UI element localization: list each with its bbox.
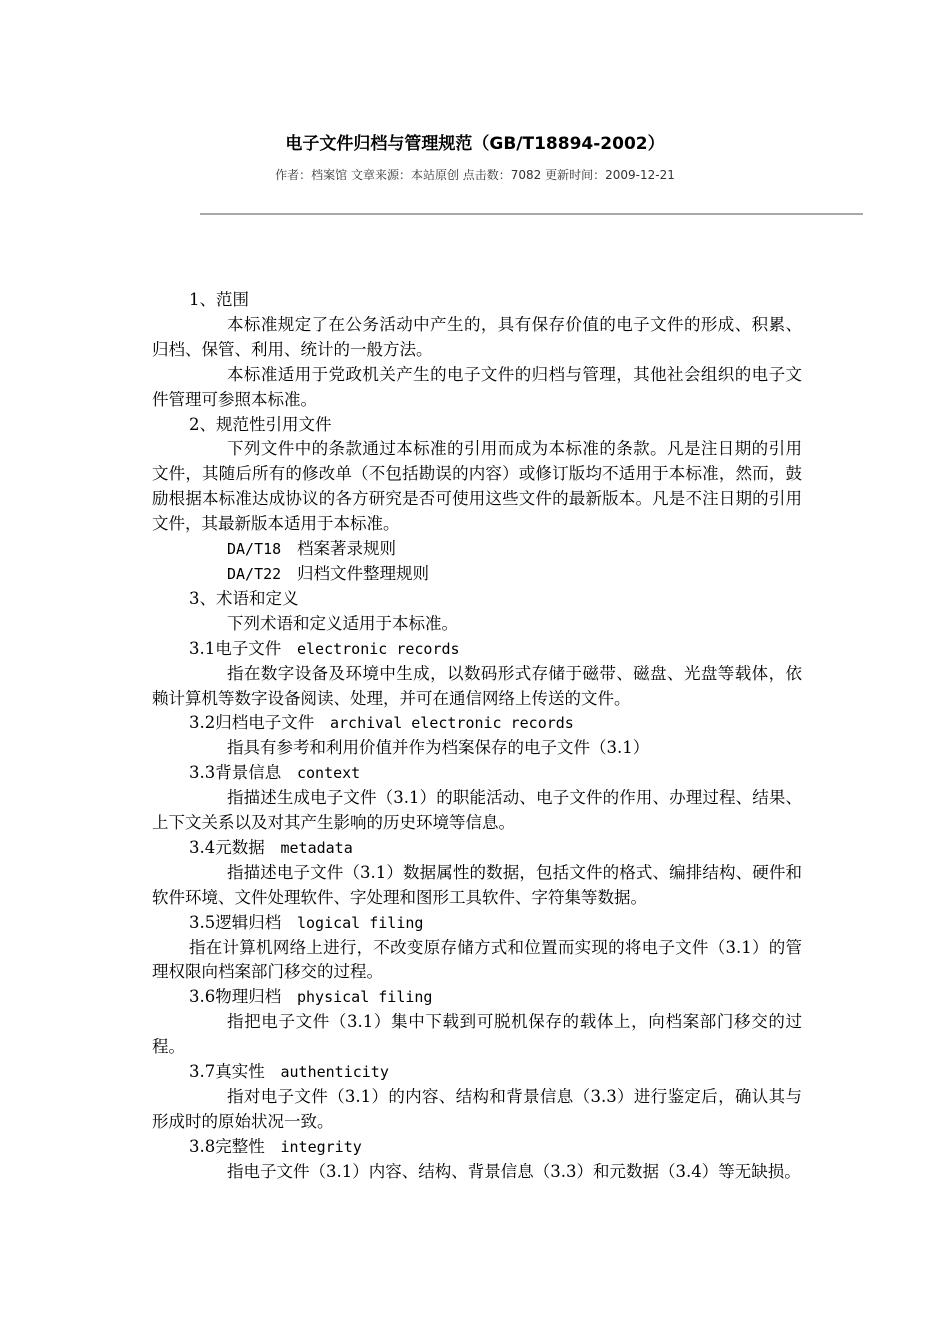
term-heading (152, 985, 802, 1010)
term-english: context (297, 764, 361, 783)
paragraph: 本标准规定了在公务活动中产生的，具有保存价值的电子文件的形成、积累、归档、保管、利用、统计的一般方法。 (152, 314, 802, 359)
paragraph: 下列术语和定义适用于本标准。 (227, 613, 458, 633)
term-heading (152, 637, 802, 662)
term-english: archival electronic records (330, 714, 574, 733)
term-english: metadata (280, 838, 353, 857)
paragraph: 下列文件中的条款通过本标准的引用而成为本标准的条款。凡是注日期的引用文件，其随后所有的修改单（不包括勘误的内容）或修订版均不适用于本标准，然而，鼓励根据本标准达成协议的各方研究是否可使用这些文件的最新版本。凡是不注日期的引用文件，其最新版本适用于本标准。 (152, 439, 802, 534)
term-english: authenticity (280, 1063, 389, 1082)
term-definition: 指把电子文件（3.1）集中下载到可脱机保存的载体上，向档案部门移交的过程。 (152, 1012, 802, 1057)
term-label: 3.1电子文件 (189, 638, 282, 658)
page-title: 电子文件归档与管理规范（GB/T18894-2002） (285, 134, 665, 154)
term-heading (152, 711, 802, 736)
term-definition: 指描述生成电子文件（3.1）的职能活动、电子文件的作用、办理过程、结果、上下文关系以及对其产生影响的历史环境等信息。 (152, 788, 802, 833)
term-label: 3.4元数据 (189, 837, 265, 857)
section-heading-scope: 1、范围 (189, 290, 249, 309)
reference-name: 档案著录规则 (296, 539, 396, 559)
term-label: 3.5逻辑归档 (189, 912, 282, 932)
term-english: physical filing (297, 988, 433, 1007)
article-meta: 作者：档案馆 文章来源：本站原创 点击数：7082 更新时间：2009-12-21 (275, 168, 675, 182)
term-label: 3.6物理归档 (189, 987, 282, 1007)
term-heading (152, 1135, 802, 1160)
term-definition: 指对电子文件（3.1）的内容、结构和背景信息（3.3）进行鉴定后，确认其与形成时的原始状况一致。 (152, 1087, 802, 1131)
term-heading (152, 761, 802, 786)
term-english: electronic records (297, 639, 460, 658)
term-definition: 指在计算机网络上进行，不改变原存储方式和位置而实现的将电子文件（3.1）的管理权限向档案部门移交的过程。 (152, 937, 802, 982)
article-body (152, 288, 802, 1185)
reference-item (152, 562, 802, 587)
section-heading-terms: 3、术语和定义 (189, 588, 299, 608)
term-english: integrity (280, 1137, 362, 1156)
term-heading (152, 1060, 802, 1085)
term-heading (152, 836, 802, 861)
term-label: 3.2归档电子文件 (189, 713, 315, 733)
header-divider (200, 213, 863, 215)
reference-item (152, 537, 802, 562)
paragraph: 本标准适用于党政机关产生的电子文件的归档与管理，其他社会组织的电子文件管理可参照本标准。 (152, 364, 802, 409)
term-label: 3.7真实性 (189, 1062, 265, 1082)
reference-code: DA/T18 (227, 540, 282, 559)
term-english: logical filing (297, 913, 424, 932)
term-definition: 指在数字设备及环境中生成，以数码形式存储于磁带、磁盘、光盘等载体，依赖计算机等数字设备阅读、处理，并可在通信网络上传送的文件。 (152, 663, 802, 708)
term-label: 3.8完整性 (189, 1136, 265, 1156)
term-heading (152, 911, 802, 936)
section-heading-references: 2、规范性引用文件 (189, 414, 332, 434)
term-label: 3.3背景信息 (189, 763, 282, 783)
term-definition: 指具有参考和利用价值并作为档案保存的电子文件（3.1） (227, 738, 650, 758)
reference-name: 归档文件整理规则 (296, 563, 429, 583)
term-definition: 指电子文件（3.1）内容、结构、背景信息（3.3）和元数据（3.4）等无缺损。 (227, 1161, 801, 1181)
term-definition: 指描述电子文件（3.1）数据属性的数据，包括文件的格式、编排结构、硬件和软件环境、文件处理软件、字处理和图形工具软件、字符集等数据。 (152, 862, 802, 907)
reference-code: DA/T22 (227, 564, 282, 583)
